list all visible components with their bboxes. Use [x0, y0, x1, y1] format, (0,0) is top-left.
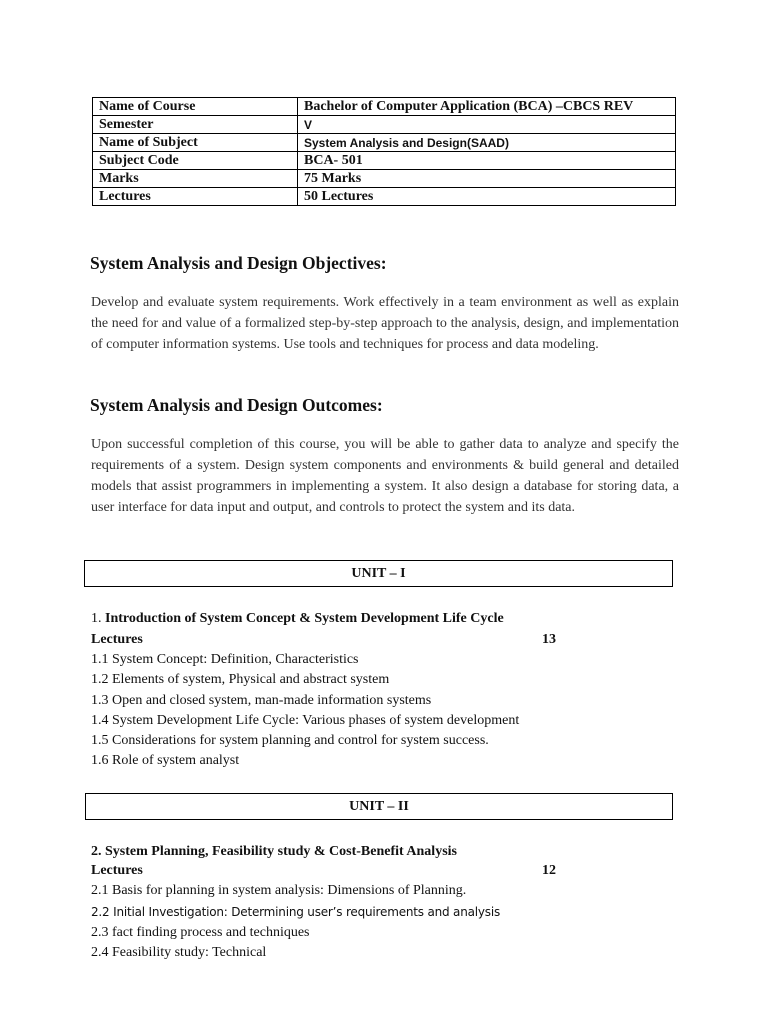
table-row — [93, 116, 676, 134]
subject-code-label: Subject Code — [93, 152, 298, 170]
course-name-value: Bachelor of Computer Application (BCA) –CBCS REV — [298, 98, 676, 116]
list-item: 2.1 Basis for planning in system analysis: Dimensions of Planning. — [91, 883, 467, 898]
unit-1-lectures-label: Lectures — [91, 632, 143, 647]
list-item: 1.5 Considerations for system planning and control for system success. — [91, 733, 489, 748]
outcomes-paragraph: Upon successful completion of this course, you will be able to gather data to analyze and specify the requirements of a system. Design system components and environments & build general and detailed models that assist programmers in implementing a system. It also design a database for storing data, a user interface for data input and output, and controls to protect the system and its data. — [91, 437, 679, 515]
marks-label: Marks — [93, 170, 298, 188]
list-item: 1.4 System Development Life Cycle: Various phases of system development — [91, 713, 520, 728]
table-row — [93, 170, 676, 188]
course-info-table — [92, 97, 676, 206]
semester-label: Semester — [93, 116, 298, 134]
objectives-heading: System Analysis and Design Objectives: — [90, 253, 387, 273]
objectives-paragraph: Develop and evaluate system requirements. Work effectively in a team environment as well as explain the need for and value of a formalized step-by-step approach to the analysis, design, and implementation of computer information systems. Use tools and techniques for process and data modeling. — [91, 295, 679, 352]
list-item: 1.6 Role of system analyst — [91, 753, 240, 768]
list-item: 2.3 fact finding process and techniques — [91, 925, 310, 940]
unit-2-lectures-count: 12 — [542, 863, 556, 878]
lectures-value: 50 Lectures — [298, 188, 676, 206]
unit-1-lectures-count: 13 — [542, 632, 556, 647]
list-item: 2.4 Feasibility study: Technical — [91, 945, 267, 960]
unit-2-topic-title: 2. System Planning, Feasibility study & Cost-Benefit Analysis — [91, 844, 457, 859]
subject-code-value: BCA- 501 — [298, 152, 676, 170]
list-item: 1.3 Open and closed system, man-made information systems — [91, 693, 432, 708]
unit-1-topic-number: 1. — [91, 611, 102, 626]
subject-name-label: Name of Subject — [93, 134, 298, 152]
outcomes-heading: System Analysis and Design Outcomes: — [90, 395, 383, 415]
subject-name-value: System Analysis and Design(SAAD) — [298, 134, 676, 152]
marks-value: 75 Marks — [298, 170, 676, 188]
list-item: 1.2 Elements of system, Physical and abstract system — [91, 672, 390, 687]
unit-1-topic — [91, 609, 504, 629]
table-row — [93, 188, 676, 206]
unit-2-lectures-label: Lectures — [91, 863, 143, 878]
unit-1-header: UNIT – I — [84, 560, 673, 587]
table-row — [93, 98, 676, 116]
course-name-label: Name of Course — [93, 98, 298, 116]
table-row — [93, 134, 676, 152]
unit-2-header: UNIT – II — [85, 793, 673, 820]
semester-value: V — [298, 116, 676, 134]
lectures-label: Lectures — [93, 188, 298, 206]
list-item: 2.2 Initial Investigation: Determining user’s requirements and analysis — [91, 905, 501, 919]
list-item: 1.1 System Concept: Definition, Characteristics — [91, 652, 359, 667]
unit-1-topic-title: Introduction of System Concept & System Development Life Cycle — [105, 611, 504, 626]
table-row — [93, 152, 676, 170]
